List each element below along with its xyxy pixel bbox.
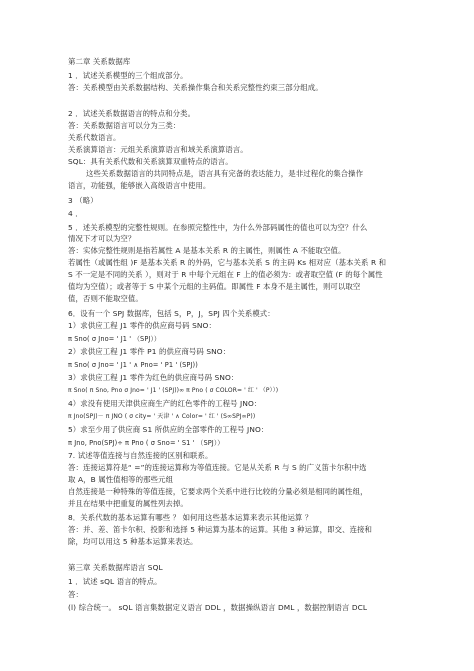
q1-question: 1 ．试述关系模型的三个组成部分。 [68,71,188,80]
q6-formula-5: π Jno, Pno(SPJ)÷ π Pno ( σ Sno= ' S1 ' （SPJ）） [68,439,224,447]
q6-formula-2: π Sno( σ Jno= ' J1 ' ∧ Pno= ' P1 ' (SPJ)) [68,361,198,369]
ch3-q1-answer-line: (l) 综合统一。 sQL 语言集数据定义语言 DDL ，数据操纵语言 DML ，数据控制语言 DCL [68,603,368,612]
q2-answer-line: 关系代数语言。 [68,133,121,142]
q6-item-2: 2）求供应工程 J1 零件 P1 的供应商号码 SNO： [68,347,231,356]
ch3-q1-answer-label: 答： [68,590,83,599]
q2-answer-line: 答：关系数据语言可以分为三类： [68,121,181,130]
q7-answer-line: 答：连接运算符是“ =”的连接运算称为等值连接。它是从关系 R 与 S 的广义笛卡尔积中选 [68,463,367,472]
ch3-q1-question: 1 ．试述 sQL 语言的特点。 [68,577,162,586]
q6-item-5: 5）求至少用了供应商 S1 所供应的全部零件的工程号 JNO： [68,425,269,434]
q2-answer-line: 关系演算语言：元组关系演算语言和域关系演算语言。 [68,145,248,154]
q5-answer-line: 若属性（或属性组 )F 是基本关系 R 的外码，它与基本关系 S 的主码 Ks 相对应（基本关系 R 和 [68,258,387,267]
q5-answer-line: 值，否则不能取空值。 [68,294,143,303]
q2-question: 2 ．试述关系数据语言的特点和分类。 [68,109,196,118]
q4-line: 4 ． [68,209,83,218]
q3-line: 3 （略） [68,196,98,205]
q2-answer-line: SQL：具有关系代数和关系演算双重特点的语言。 [68,157,233,166]
q6-item-4: 4）求没有使用天津供应商生产的红色零件的工程号 JNO： [68,399,262,408]
q5-question: 情况下才可以为空？ [68,234,136,243]
q6-item-1: 1）求供应工程 J1 零件的供应商号码 SNO： [68,321,216,330]
chapter-3-heading: 第三章 关系数据库语言 SQL [68,563,163,572]
q7-answer-line: 取 A，B 属性值相等的那些元组 [68,475,174,484]
q1-answer: 答：关系模型由关系数据结构、关系操作集合和关系完整性约束三部分组成。 [68,83,323,92]
q6-question: 6．设有一个 SPJ 数据库，包括 S，P，J，SPJ 四个关系模式： [68,309,275,318]
q5-answer-line: S 不一定是不同的关系 ），则对于 R 中每个元组在 F 上的值必须为：或者取空值 (F 的每个属性 [68,270,383,279]
q7-answer-line: 并且在结果中把重复的属性列去掉。 [68,499,188,508]
q7-question: 7. 试述等值连接与自然连接的区别和联系。 [68,451,213,460]
q6-formula-3: π Sno( π Sno, Pno σ Jno= ' J1 ' (SPJ))∞ π Pno ( σ COLOR= ' 红 ' （P））) [68,387,279,394]
q8-question: 8．关系代数的基本运算有哪些 ？ 如何用这些基本运算来表示其他运算 ？ [68,513,313,522]
q7-answer-line: 自然连接是一种特殊的等值连接，它要求两个关系中进行比较的分量必须是相同的属性组， [68,487,368,496]
q5-answer-line: 答：实体完整性规则是指若属性 A 是基本关系 R 的主属性，则属性 A 不能取空值。 [68,246,346,255]
q2-answer-line: 语言，功能强，能够嵌入高级语言中使用。 [68,181,211,190]
q6-formula-1: π Sno( σ Jno= ' J1 ' （SPJ）） [68,335,161,343]
q8-answer-line: 除，均可以用这 5 种基本运算来表达。 [68,537,198,546]
q5-answer-line: 值均为空值）；或者等于 S 中某个元组的主码值。即属性 F 本身不是主属性，则可以取空 [68,282,361,291]
chapter-2-heading: 第二章 关系数据库 [68,57,131,66]
q6-formula-4: π Jno(SPJ)－ π JNO ( σ city= ' 天津 ' ∧ Color= ' 红 ' (S∞SPJ∞P)) [68,413,256,420]
q8-answer-line: 答：并、差、笛卡尔积、投影和选择 5 种运算为基本的运算。其他 3 种运算，即交、连接和 [68,525,373,534]
q5-question: 5 ．述关系模型的完整性规则。在参照完整性中，为什么外部码属性的值也可以为空？什么 [68,223,368,232]
q6-item-3: 3）求供应工程 J1 零件为红色的供应商号码 SNO： [68,373,239,382]
q2-answer-line: 这些关系数据语言的共同特点是，语言具有完备的表达能力，是非过程化的集合操作 [86,169,364,178]
